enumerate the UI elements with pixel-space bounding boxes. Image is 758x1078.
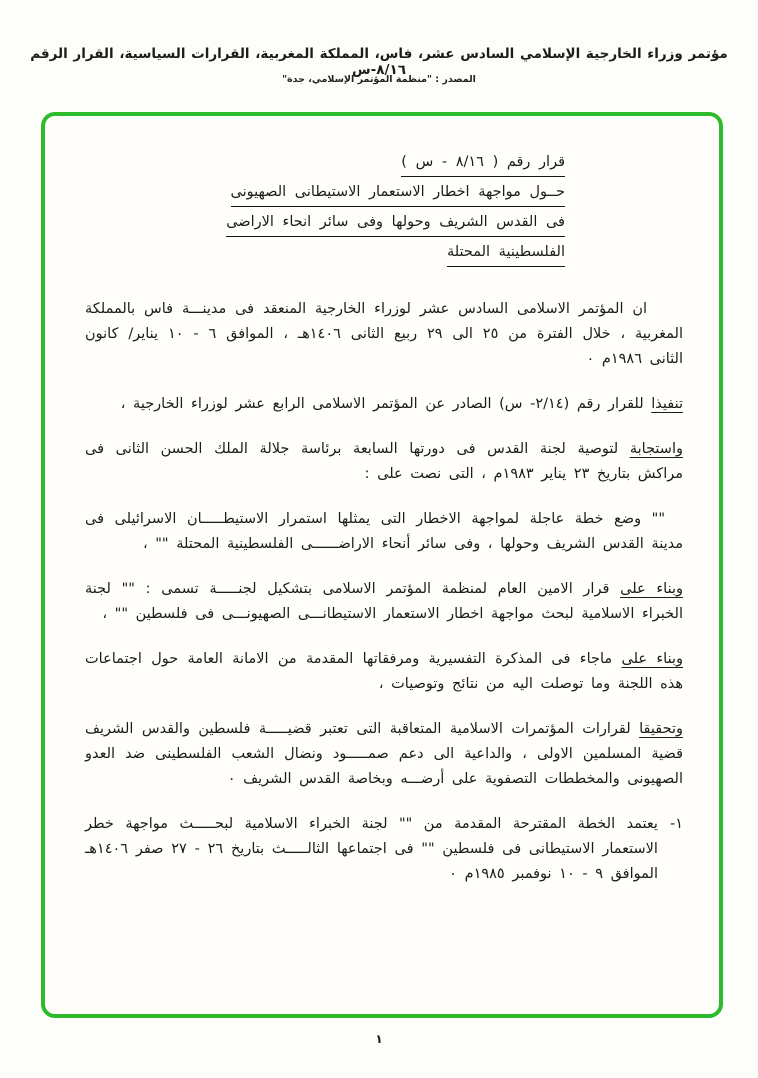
source-line: المصدر : "منظمة المؤتمر الإسلامي، جدة" [282, 74, 476, 85]
paragraph-implementation [85, 392, 683, 417]
paragraph-lead: وبناء على [621, 651, 683, 667]
paragraph-memorandum [85, 647, 683, 697]
page-number: ١ [375, 1032, 383, 1046]
title-line: قرار رقم ( ٨/١٦ - س ) [401, 154, 565, 177]
paragraph-response [85, 437, 683, 487]
green-border-frame [41, 112, 723, 1018]
title-line: الفلسطينية المحتلة [447, 244, 565, 267]
paragraph-lead: وبناء على [620, 581, 683, 597]
resolution-title [85, 154, 565, 267]
paragraph-text: ان المؤتمر الاسلامى السادس عشر لوزراء الخارجية المنعقد فى مدينـــة فاس بالمملكة المغربية ، خلال الفترة من ٢٥ الى ٢٩ ربيع الثانى ١٤٠٦هـ ، الموافق ٦ - ١٠ يناير/ كانون الثانى ١٩٨٦م ٠ [85, 301, 683, 367]
document-header: مؤتمر وزراء الخارجية الإسلامي السادس عشر، فاس، المملكة المغربية، القرارات السياسية، القرار الرقم ٨/١٦-س [30, 46, 728, 78]
item-marker: ١- [669, 816, 683, 832]
paragraph-text: لقرارات المؤتمرات الاسلامية المتعاقبة التى تعتبر قضيـــــة فلسطين والقدس الشريف قضية المسلمين الاولى ، والداعية الى دعم صمـــــود ونضال الشعب الفلسطينى ضد العدو الصهيونى والمخططات التصفوية على أرضـــه وبخاصة القدس الشريف ٠ [85, 721, 683, 787]
paragraph-text: "" وضع خطة عاجلة لمواجهة الاخطار التى يمثلها استمرار الاستيطـــــان الاسرائيلى فى مدينة القدس الشريف وحولها ، وفى سائر أنحاء الاراضــــــى الفلسطينية المحتلة "" ، [85, 511, 683, 552]
paragraph-quote [85, 507, 683, 557]
paragraph-text: لتوصية لجنة القدس فى دورتها السابعة برئاسة جلالة الملك الحسن الثانى فى مراكش بتاريخ ٢٣ يناير ١٩٨٣م ، التى نصت على : [85, 441, 683, 482]
paragraph-realization [85, 717, 683, 792]
paragraph-lead: تنفيذا [651, 396, 683, 412]
title-line: حــول مواجهة اخطار الاستعمار الاستيطانى الصهيونى [231, 184, 566, 207]
paragraph-text: قرار الامين العام لمنظمة المؤتمر الاسلامى بتشكيل لجنـــــة تسمى : "" لجنة الخبراء الاسلامية لبحث مواجهة اخطار الاستعمار الاستيطانـــى الصهيونـــى فى فلسطين "" ، [85, 581, 683, 622]
paragraph-lead: وتحقيقا [639, 721, 683, 737]
paragraph-committee [85, 577, 683, 627]
item-text: يعتمد الخطة المقترحة المقدمة من "" لجنة الخبراء الاسلامية لبحـــــث مواجهة خطر الاستعمار الاستيطانى فى فلسطين "" فى اجتماعها الثالـــــث بتاريخ ٢٦ - ٢٧ صفر ١٤٠٦هـ الموافق ٩ - ١٠ نوفمبر ١٩٨٥م ٠ [85, 816, 658, 882]
paragraph-preamble [85, 297, 683, 372]
paragraph-lead: واستجابة [629, 441, 683, 457]
paragraph-text: ماجاء فى المذكرة التفسيرية ومرفقاتها المقدمة من الامانة العامة حول اجتماعات هذه اللجنة وما توصلت اليه من نتائج وتوصيات ، [85, 651, 683, 692]
title-line: فى القدس الشريف وحولها وفى سائر انحاء الاراضى [226, 214, 565, 237]
paragraph-text: للقرار رقم (٢/١٤- س) الصادر عن المؤتمر الاسلامى الرابع عشر لوزراء الخارجية ، [120, 396, 652, 412]
numbered-item-1 [85, 812, 683, 887]
